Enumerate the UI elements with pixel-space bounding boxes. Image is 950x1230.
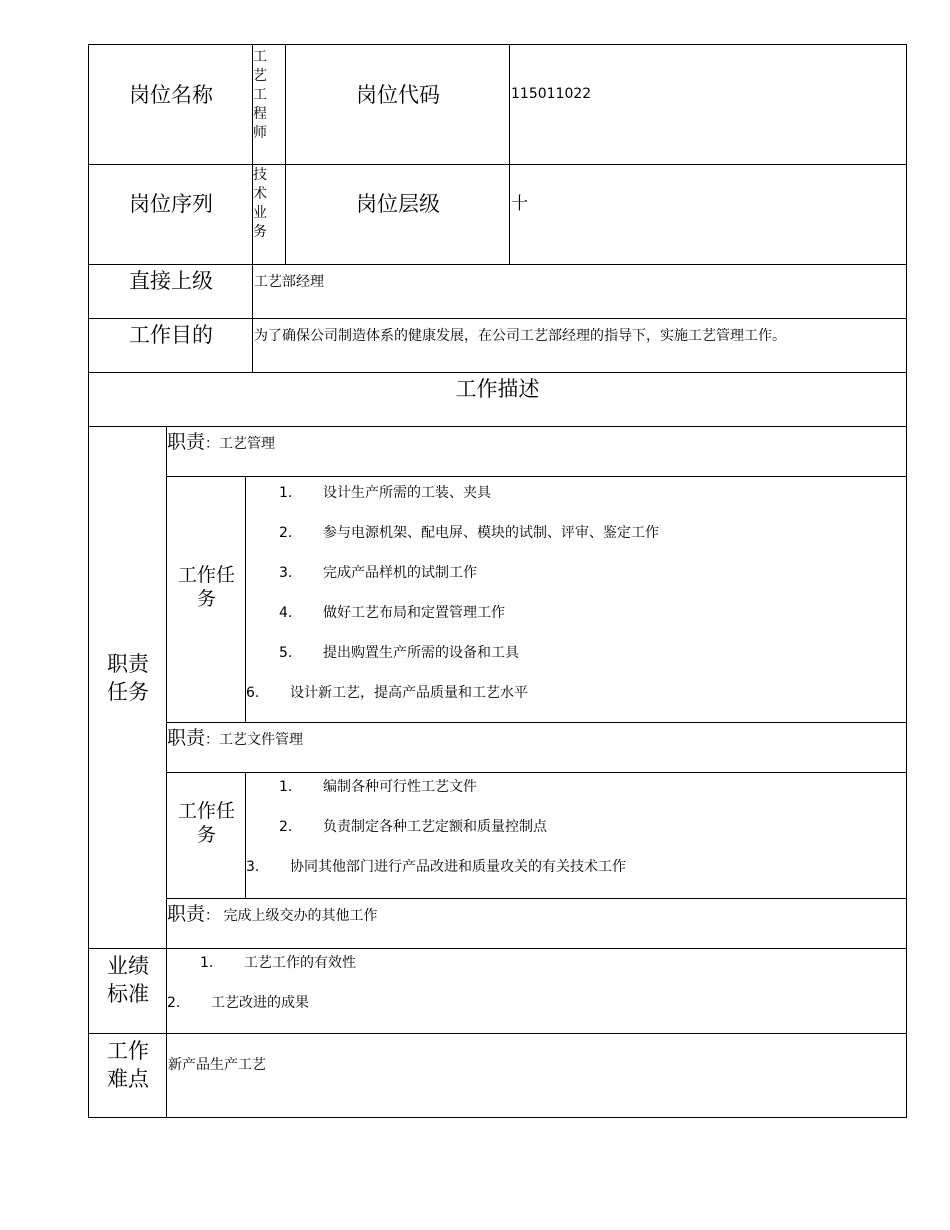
task-item: 6. 设计新工艺，提高产品质量和工艺水平 bbox=[246, 685, 528, 701]
description-title-cell bbox=[88, 372, 907, 428]
duty-prefix: 职责 bbox=[167, 727, 206, 749]
position-name-value: 工艺工程师 bbox=[253, 49, 267, 141]
task-item: 1. 设计生产所需的工装、夹具 bbox=[279, 485, 491, 501]
difficulty-value-cell bbox=[166, 1033, 907, 1118]
supervisor-value-cell bbox=[252, 264, 907, 320]
position-code-label: 岗位代码 bbox=[356, 83, 440, 107]
performance-label-cell bbox=[88, 948, 168, 1035]
duty-1-tasks-label: 工作任务 bbox=[177, 564, 235, 610]
duty-3-name: ： 完成上级交办的其他工作 bbox=[205, 908, 378, 924]
position-level-label: 岗位层级 bbox=[356, 192, 440, 216]
position-series-label-cell bbox=[88, 164, 254, 266]
position-name-label-cell bbox=[88, 44, 254, 166]
supervisor-value: 工艺部经理 bbox=[254, 274, 324, 290]
performance-label: 业绩 标准 bbox=[107, 954, 149, 1006]
purpose-value-cell bbox=[252, 318, 907, 374]
difficulty-value: 新产品生产工艺 bbox=[168, 1057, 266, 1073]
duty-2-tasks-cell bbox=[245, 772, 907, 900]
position-level-value: 十 bbox=[511, 194, 528, 214]
duty-3-cell bbox=[166, 898, 907, 950]
duty-2-tasks-label-cell bbox=[166, 772, 247, 900]
duty-2-tasks-label: 工作任务 bbox=[177, 800, 235, 846]
duties-label-cell bbox=[88, 426, 168, 950]
description-title: 工作描述 bbox=[455, 377, 540, 401]
purpose-label-cell bbox=[88, 318, 254, 374]
performance-value-cell bbox=[166, 948, 907, 1035]
position-series-label: 岗位序列 bbox=[129, 192, 213, 216]
performance-item: 2. 工艺改进的成果 bbox=[167, 995, 309, 1011]
position-code-label-cell bbox=[285, 44, 511, 166]
duty-1-name: ：工艺管理 bbox=[205, 436, 276, 452]
position-series-value-cell bbox=[252, 164, 287, 266]
duty-prefix: 职责 bbox=[167, 903, 206, 925]
duty-1-cell bbox=[166, 426, 907, 478]
task-item: 3. 协同其他部门进行产品改进和质量攻关的有关技术工作 bbox=[246, 859, 626, 875]
position-series-value: 技术业务 bbox=[253, 167, 267, 240]
position-level-label-cell bbox=[285, 164, 511, 266]
purpose-label: 工作目的 bbox=[129, 323, 213, 347]
duty-prefix: 职责 bbox=[167, 431, 206, 453]
duty-2-name: ：工艺文件管理 bbox=[205, 732, 304, 748]
task-item: 4. 做好工艺布局和定置管理工作 bbox=[279, 605, 505, 621]
position-level-value-cell bbox=[509, 164, 907, 266]
task-item: 3. 完成产品样机的试制工作 bbox=[279, 565, 477, 581]
position-code-value-cell bbox=[509, 44, 907, 166]
supervisor-label-cell bbox=[88, 264, 254, 320]
duty-1-tasks-cell bbox=[245, 476, 907, 724]
duty-1-tasks-label-cell bbox=[166, 476, 247, 724]
position-name-value-cell bbox=[252, 44, 287, 166]
position-name-label: 岗位名称 bbox=[129, 83, 213, 107]
position-code-value: 115011022 bbox=[511, 86, 592, 102]
task-item: 5. 提出购置生产所需的设备和工具 bbox=[279, 645, 519, 661]
task-item: 1. 编制各种可行性工艺文件 bbox=[279, 779, 477, 795]
task-item: 2. 负责制定各种工艺定额和质量控制点 bbox=[279, 819, 547, 835]
purpose-value: 为了确保公司制造体系的健康发展，在公司工艺部经理的指导下，实施工艺管理工作。 bbox=[254, 328, 786, 344]
performance-item: 1. 工艺工作的有效性 bbox=[200, 955, 356, 971]
supervisor-label: 直接上级 bbox=[129, 269, 213, 293]
difficulty-label-cell bbox=[88, 1033, 168, 1118]
job-description-table bbox=[88, 44, 907, 1118]
task-item: 2. 参与电源机架、配电屏、模块的试制、评审、鉴定工作 bbox=[279, 525, 659, 541]
duties-label: 职责 任务 bbox=[107, 652, 149, 704]
difficulty-label: 工作 难点 bbox=[107, 1039, 149, 1091]
duty-2-cell bbox=[166, 722, 907, 774]
